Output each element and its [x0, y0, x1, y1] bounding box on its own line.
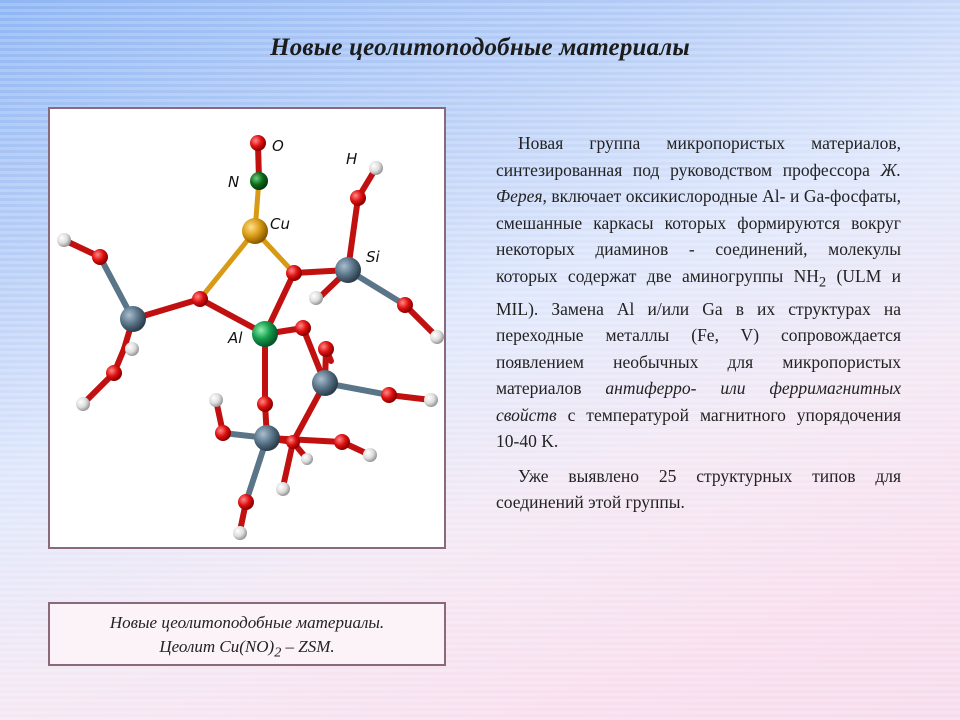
paragraph-2: Уже выявлено 25 структурных типов для соединений этой группы. [496, 465, 901, 512]
professor-name: Ж. Ферея [496, 159, 901, 206]
caption-tail: – ZSM. [281, 637, 335, 656]
molecule-figure [48, 107, 446, 549]
p1-part-b: , включает оксикислородные Al- и Ga-фосфаты, смешанные каркасы которых формируются вокруг некоторых диаминов - соединений, молекулы которых содержат две аминогруппы NH [496, 186, 901, 286]
caption-subscript: 2 [274, 644, 282, 661]
molecule-structure-svg [50, 109, 448, 551]
label-hydrogen: H [346, 150, 358, 168]
label-silicon: Si [366, 248, 380, 266]
p1-part-c: (ULM и MIL). Замена Al и/или Ga в их структурах на переходные металлы (Fe, V) сопровождается появлением необычных для микропористых материалов [496, 265, 901, 398]
label-aluminium: Al [228, 329, 243, 347]
label-nitrogen: N [228, 173, 240, 191]
description-text [496, 130, 901, 516]
caption-formula: Цеолит Cu(NO) [159, 637, 275, 656]
label-copper: Cu [270, 215, 290, 233]
figure-caption [48, 602, 446, 666]
magnetic-properties: антиферро- или ферримагнитных свойств [496, 378, 902, 425]
nh2-subscript: 2 [818, 274, 827, 290]
caption-line-1: Новые цеолитоподобные материалы. [109, 613, 385, 632]
slide-title: Новые цеолитоподобные материалы [270, 34, 690, 61]
caption-line-2 [50, 635, 444, 664]
p1-part-a: Новая группа микропористых материалов, синтезированная под руководством профессора [496, 133, 901, 180]
paragraph-1 [496, 130, 901, 455]
p1-part-d: с температурой магнитного упорядочения 10-40 K. [496, 404, 901, 451]
label-oxygen: O [272, 137, 284, 155]
bonds [64, 145, 437, 531]
